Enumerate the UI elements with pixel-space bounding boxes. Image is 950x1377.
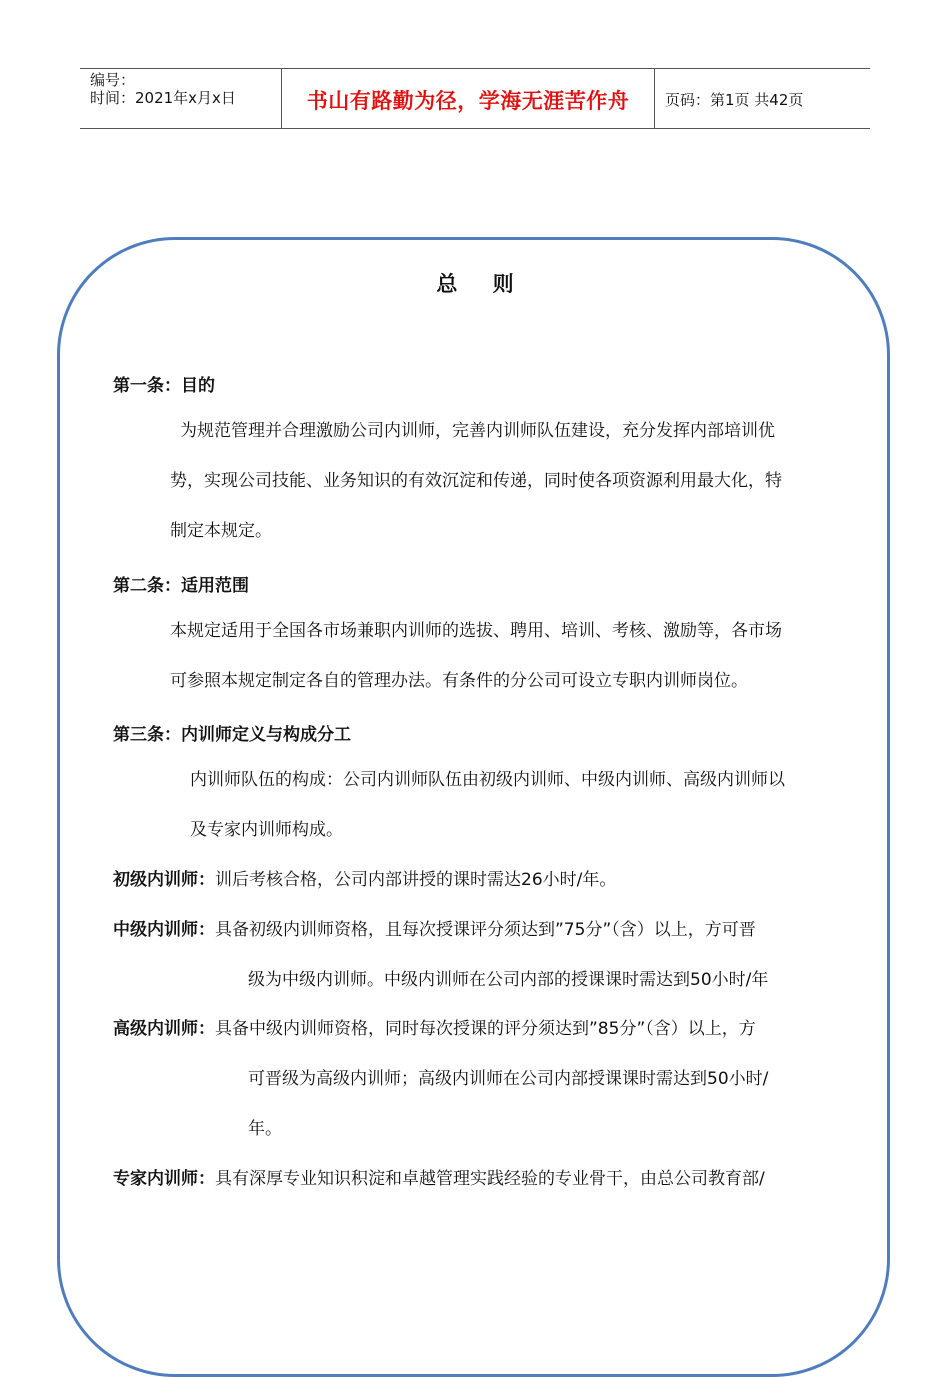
article-3-line: 内训师队伍的构成：公司内训师队伍由初级内训师、中级内训师、高级内训师以	[190, 770, 785, 790]
level-text: 具备初级内训师资格，且每次授课评分须达到”75分”（含）以上，方可晋	[215, 920, 756, 940]
document-number-label: 编号：	[90, 71, 136, 89]
article-2-heading: 第二条：适用范围	[113, 576, 249, 596]
article-1-line: 为规范管理并合理激励公司内训师，完善内训师队伍建设，充分发挥内部培训优	[180, 421, 775, 441]
article-1-heading: 第一条：目的	[113, 376, 215, 396]
level-text: 具备中级内训师资格，同时每次授课的评分须达到”85分”（含）以上，方	[215, 1019, 756, 1039]
article-1-line: 势，实现公司技能、业务知识的有效沉淀和传递，同时使各项资源利用最大化，特	[170, 471, 782, 491]
header-divider	[654, 69, 655, 128]
document-date: 时间：2021年x月x日	[90, 89, 236, 107]
level-label: 中级内训师：	[113, 920, 215, 940]
article-3-heading: 第三条：内训师定义与构成分工	[113, 725, 351, 745]
page-title: 总 则	[436, 272, 528, 296]
level-text: 级为中级内训师。中级内训师在公司内部的授课课时需达到50小时/年	[248, 970, 769, 990]
article-2-line: 本规定适用于全国各市场兼职内训师的选拔、聘用、培训、考核、激励等，各市场	[170, 621, 782, 641]
header-meta	[90, 71, 236, 107]
level-expert	[113, 1154, 765, 1204]
article-3-line: 及专家内训师构成。	[190, 820, 343, 840]
page-header	[80, 68, 870, 129]
level-text: 年。	[248, 1119, 282, 1139]
page-number-info: 页码：第1页 共42页	[665, 91, 804, 109]
level-label: 专家内训师：	[113, 1169, 215, 1189]
level-junior	[113, 855, 616, 905]
header-motto: 书山有路勤为径，学海无涯苦作舟	[306, 89, 630, 113]
level-label: 高级内训师：	[113, 1019, 215, 1039]
level-senior	[113, 1004, 756, 1054]
level-text: 可晋级为高级内训师；高级内训师在公司内部授课课时需达到50小时/	[248, 1069, 769, 1089]
level-label: 初级内训师：	[113, 870, 215, 890]
level-intermediate	[113, 905, 756, 955]
level-text: 训后考核合格，公司内部讲授的课时需达26小时/年。	[215, 870, 617, 890]
article-2-line: 可参照本规定制定各自的管理办法。有条件的分公司可设立专职内训师岗位。	[170, 671, 748, 691]
level-text: 具有深厚专业知识积淀和卓越管理实践经验的专业骨干，由总公司教育部/	[215, 1169, 765, 1189]
article-1-line: 制定本规定。	[170, 521, 272, 541]
